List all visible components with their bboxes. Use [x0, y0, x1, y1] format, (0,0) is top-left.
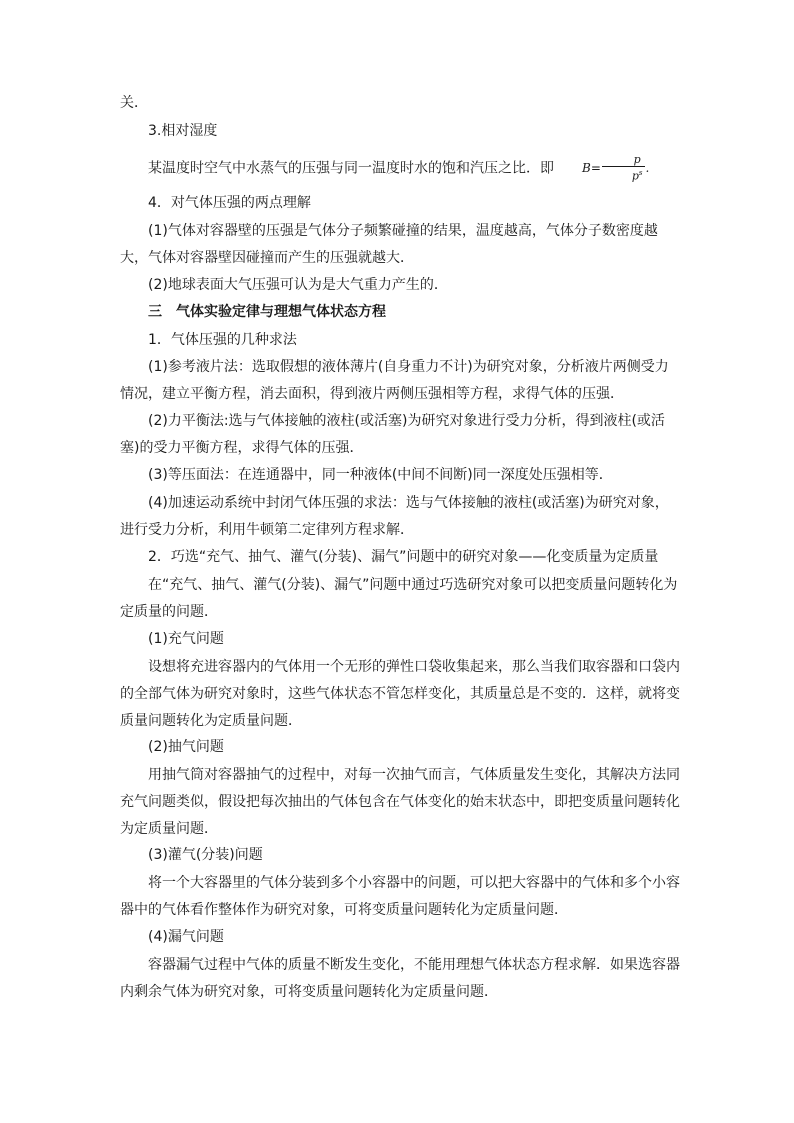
heading-leakage: (4)漏气问题	[148, 929, 224, 945]
paragraph-extraction: 用抽气筒对容器抽气的过程中，对每一次抽气而言，气体质量发生变化，其解决方法同充气问题类似，假设把每次抽出的气体包含在气体变化的始末状态中，即把变质量问题转化为定质量问题．	[120, 767, 680, 837]
paragraph-pressure-point-2: (2)地球表面大气压强可认为是大气重力产生的．	[148, 277, 448, 293]
heading-filling: (3)灌气(分装)问题	[148, 847, 263, 863]
heading-inflation: (1)充气问题	[148, 631, 224, 647]
paragraph-relative-humidity-definition	[120, 154, 680, 183]
paragraph-variable-mass-intro: 在“充气、抽气、灌气(分装)、漏气”问题中通过巧选研究对象可以把变质量问题转化为定质量的问题．	[120, 577, 678, 620]
formula-denominator-sup: s	[638, 169, 643, 177]
heading-pressure-methods: 1．气体压强的几种求法	[148, 332, 297, 348]
humidity-formula	[554, 154, 649, 183]
formula-fraction	[602, 154, 645, 183]
paragraph-pressure-point-1: (1)气体对容器壁的压强是气体分子频繁碰撞的结果，温度越高，气体分子数密度越大，气体对容器壁因碰撞而产生的压强就越大．	[120, 223, 658, 266]
heading-relative-humidity: 3.相对湿度	[148, 123, 218, 139]
heading-variable-mass: 2．巧选“充气、抽气、灌气(分装)、漏气”问题中的研究对象——化变质量为定质量	[148, 549, 659, 565]
heading-gas-pressure-understanding: 4．对气体压强的两点理解	[148, 195, 311, 211]
paragraph-filling: 将一个大容器里的气体分装到多个小容器中的问题，可以把大容器中的气体和多个小容器中的气体看作整体作为研究对象，可将变质量问题转化为定质量问题．	[120, 875, 680, 918]
formula-end: .	[645, 160, 650, 175]
formula-numerator: p	[602, 154, 645, 167]
paragraph-method-equal-pressure: (3)等压面法：在连通器中，同一种液体(中间不间断)同一深度处压强相等．	[148, 467, 613, 483]
paragraph-continuation: 关．	[120, 95, 148, 111]
heading-extraction: (2)抽气问题	[148, 739, 224, 755]
paragraph-inflation: 设想将充进容器内的气体用一个无形的弹性口袋收集起来，那么当我们取容器和口袋内的全部气体为研究对象时，这些气体状态不管怎样变化，其质量总是不变的．这样，就将变质量问题转化为定质量问题．	[120, 659, 680, 729]
section-heading-gas-laws: 三 气体实验定律与理想气体状态方程	[148, 304, 386, 320]
paragraph-method-accelerating: (4)加速运动系统中封闭气体压强的求法：选与气体接触的液柱(或活塞)为研究对象，进行受力分析，利用牛顿第二定律列方程求解．	[120, 495, 669, 538]
formula-denominator: $p^s$	[631, 169, 643, 183]
paragraph-method-liquid-film: (1)参考液片法：选取假想的液体薄片(自身重力不计)为研究对象，分析液片两侧受力情况，建立平衡方程，消去面积，得到液片两侧压强相等方程，求得气体的压强．	[120, 359, 669, 402]
paragraph-method-force-balance: (2)力平衡法:选与气体接触的液柱(或活塞)为研究对象进行受力分析，得到液柱(或活塞)的受力平衡方程，求得气体的压强．	[120, 413, 665, 456]
definition-text: 某温度时空气中水蒸气的压强与同一温度时水的饱和汽压之比．即	[148, 160, 554, 177]
formula-lhs: B=	[582, 160, 601, 175]
paragraph-leakage: 容器漏气过程中气体的质量不断发生变化，不能用理想气体状态方程求解．如果选容器内剩余气体为研究对象，可将变质量问题转化为定质量问题．	[120, 957, 680, 1000]
